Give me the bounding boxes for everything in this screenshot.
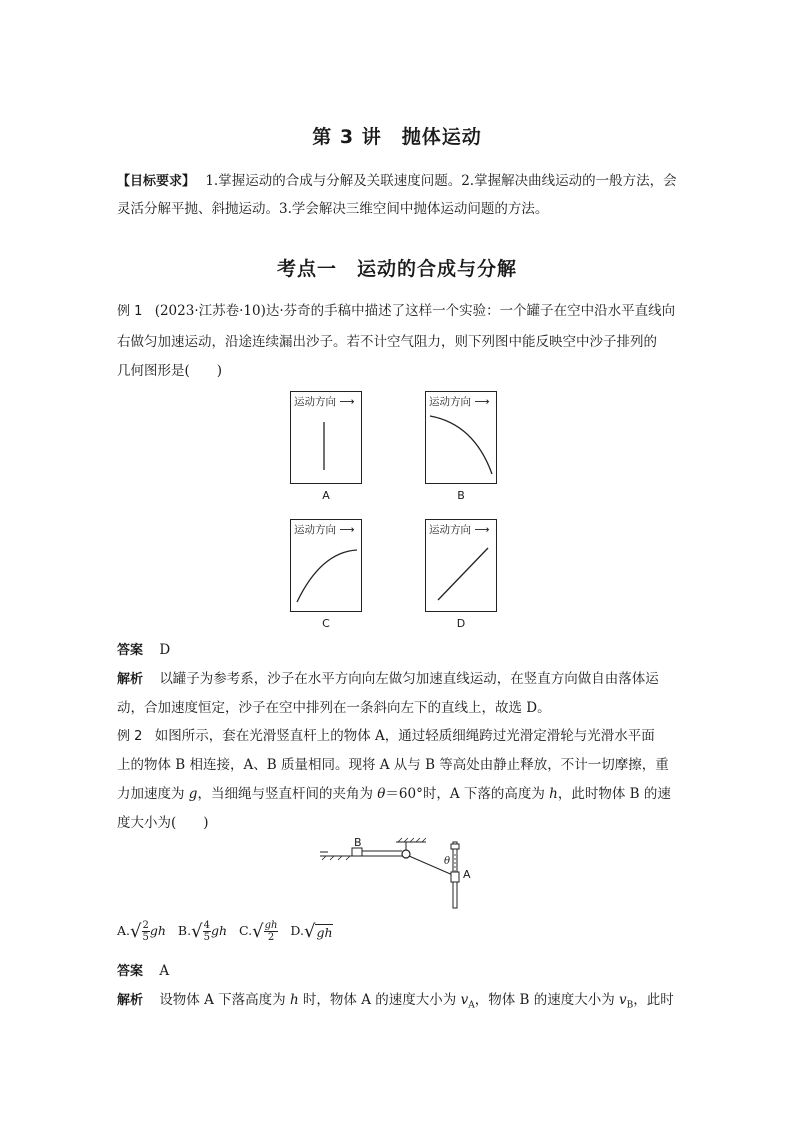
ex2-analysis-line-1 [117,986,674,1020]
figure-c [290,519,362,612]
ex2-label: 例 2 [117,729,143,744]
ex2-options [117,920,333,943]
ex1-text-1: (2023·江苏卷·10)达·芬奇的手稿中描述了这样一个实验：一个罐子在空中沿水平直线向 [154,303,676,319]
ex2-line-4: 度大小为( ) [117,815,209,831]
ex2-analysis-text: 设物体 A 下落高度为 h 时，物体 A 的速度大小为 $v_A$，物体 B 的速度大小为 $v_B$，此时 [159,992,674,1011]
ex1-answer [117,636,170,665]
figure-c-direction: 运动方向 ⟶ [294,524,355,536]
figure-b-caption: B [457,489,465,502]
figure-a-path [291,392,361,483]
section-heading: 考点一 运动的合成与分解 [276,258,517,280]
figure-a-caption: A [322,489,330,502]
figure-d-direction: 运动方向 ⟶ [429,524,490,536]
ex1-line-2: 右做匀加速运动，沿途连续漏出沙子。若不计空气阻力，则下列图中能反映空中沙子排列的 [117,334,657,350]
label-theta: θ [444,856,451,867]
figure-c-path [291,520,361,611]
ex1-analysis-line-2: 动，合加速度恒定，沙子在空中排列在一条斜向左下的直线上，故选 D。 [117,700,551,716]
ex2-line-1 [117,722,655,751]
option-d: D.√gh [290,921,333,942]
figure-a-direction: 运动方向 ⟶ [294,396,355,408]
label-a: A [463,868,471,881]
figure-d [425,519,497,612]
figure-b-path [426,392,496,483]
figure-c-caption: C [322,617,330,630]
figure-b-direction: 运动方向 ⟶ [429,396,490,408]
option-a: A.√ $\frac{2}{5}$ gh [117,920,166,943]
goal-line-2: 灵活分解平抛、斜抛运动。3.学会解决三维空间中抛体运动问题的方法。 [117,201,549,217]
ex1-analysis-text-1: 以罐子为参考系，沙子在水平方向向左做匀加速直线运动，在竖直方向做自由落体运 [159,671,659,687]
ex1-analysis-label: 解析 [117,672,144,687]
ex1-label: 例 1 [117,304,143,319]
ex1-line-3: 几何图形是( ) [117,363,223,379]
ex1-answer-value: D [159,642,171,658]
pulley-figure [318,836,478,912]
ex1-answer-label: 答案 [117,643,144,658]
goal-text-1: 1.掌握运动的合成与分解及关联速度问题。2.掌握解决曲线运动的一般方法，会 [205,173,677,189]
goal-label: 【目标要求】 [117,174,196,189]
ex2-line-3: 力加速度为 g，当细绳与竖直杆间的夹角为 θ＝60°时，A 下落的高度为 h，此时物体 B 的速 [117,786,671,802]
ex2-text-1: 如图所示，套在光滑竖直杆上的物体 A，通过轻质细绳跨过光滑定滑轮与光滑水平面 [154,728,655,744]
ex2-answer [117,957,169,986]
ex2-answer-label: 答案 [117,964,144,979]
ex2-line-2: 上的物体 B 相连接，A、B 质量相同。现将 A 从与 B 等高处由静止释放，不计一切摩擦，重 [117,757,669,773]
option-c: C.√ $\frac{gh}{2}$ [239,920,278,943]
ex1-line-1 [117,297,675,326]
figure-d-caption: D [456,617,466,630]
ex2-analysis-label: 解析 [117,993,144,1008]
option-b: B.√ $\frac{4}{5}$ gh [177,920,228,943]
ex1-analysis-line-1 [117,665,659,694]
figure-a [290,391,362,484]
label-b: B [354,836,362,849]
goal-line-1 [117,167,677,196]
figure-b [425,391,497,484]
ex2-answer-value: A [159,963,170,979]
lecture-title: 第 3 讲 抛体运动 [312,126,482,148]
figure-d-path [426,520,496,611]
